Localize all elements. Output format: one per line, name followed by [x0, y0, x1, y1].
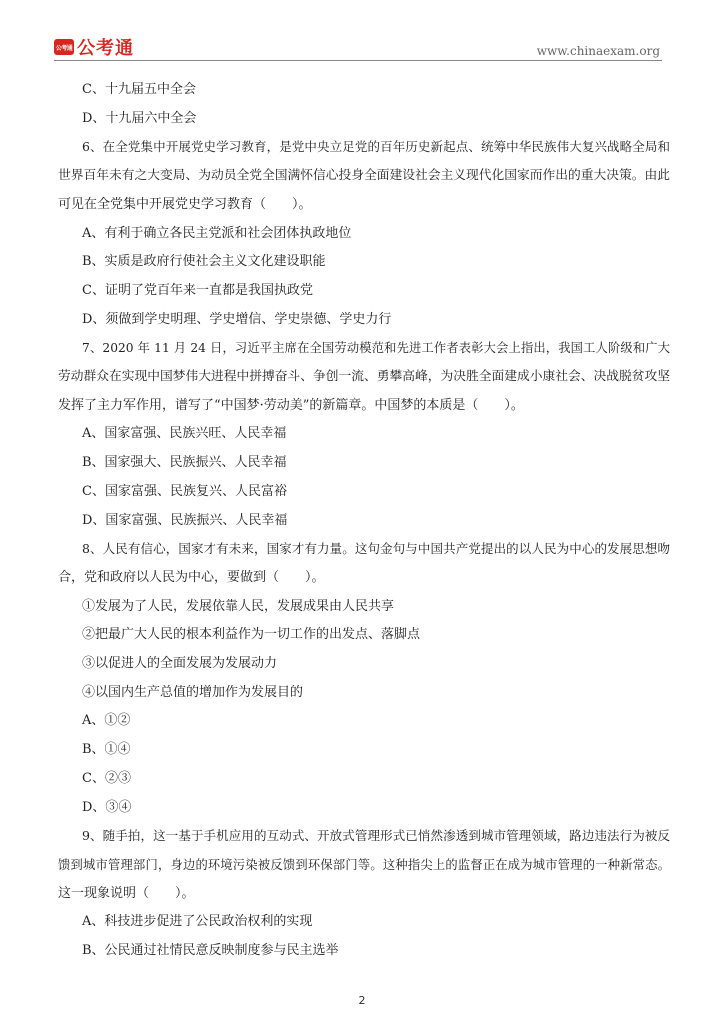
text-line: A、国家富强、民族兴旺、人民幸福	[82, 426, 287, 442]
text-line: C、证明了党百年来一直都是我国执政党	[82, 282, 313, 298]
text-line: B、公民通过社情民意反映制度参与民主选举	[82, 943, 339, 959]
text-line: C、②③	[82, 770, 131, 786]
page-number: 2	[358, 994, 366, 1007]
header-divider	[54, 60, 662, 61]
site-url: www.chinaexam.org	[536, 44, 660, 58]
text-line: D、十九届六中全会	[82, 110, 197, 126]
text-line: 发挥了主力军作用，谱写了“中国梦·劳动美”的新篇章。中国梦的本质是（ ）。	[58, 397, 524, 413]
text-line: ①发展为了人民，发展依靠人民，发展成果由人民共享	[82, 598, 395, 614]
text-line: 合，党和政府以人民为中心，要做到（ ）。	[58, 569, 325, 585]
text-line: 劳动群众在实现中国梦伟大进程中拼搏奋斗、争创一流、勇攀高峰，为决胜全面建成小康社会、决战脱贫攻坚	[58, 369, 670, 385]
text-line: D、③④	[82, 799, 132, 815]
text-line: ③以促进人的全面发展为发展动力	[82, 656, 278, 672]
logo-badge-icon: 公考通	[54, 39, 74, 55]
text-line: 这一现象说明（ ）。	[58, 885, 195, 901]
text-line: A、①②	[82, 713, 131, 729]
question-content	[58, 76, 670, 966]
text-line: ②把最广大人民的根本利益作为一切工作的出发点、落脚点	[82, 627, 421, 643]
text-line: 世界百年未有之大变局、为动员全党全国满怀信心投身全面建设社会主义现代化国家而作出的重大决策。由此	[58, 168, 670, 184]
text-line: 6、在全党集中开展党史学习教育，是党中央立足党的百年历史新起点、统筹中华民族伟大复兴战略全局和	[82, 139, 670, 155]
text-line: 9、随手拍，这一基于手机应用的互动式、开放式管理形式已悄然渗透到城市管理领域，路边违法行为被反	[82, 828, 670, 844]
text-line: A、有利于确立各民主党派和社会团体执政地位	[82, 225, 352, 241]
text-line: 馈到城市管理部门，身边的环境污染被反馈到环保部门等。这种指尖上的监督正在成为城市管理的一种新常态。	[58, 857, 670, 872]
text-line: C、十九届五中全会	[82, 82, 196, 97]
text-line: B、国家强大、民族振兴、人民幸福	[82, 455, 287, 471]
text-line: B、实质是政府行使社会主义文化建设职能	[82, 254, 326, 270]
text-line: 8、人民有信心，国家才有未来，国家才有力量。这句金句与中国共产党提出的以人民为中心的发展思想吻	[82, 541, 670, 557]
text-line: D、国家富强、民族振兴、人民幸福	[82, 512, 288, 528]
text-line: ④以国内生产总值的增加作为发展目的	[82, 684, 304, 700]
logo-text: 公考通	[77, 38, 134, 59]
logo	[54, 34, 134, 60]
text-line: 可见在全党集中开展党史学习教育（ ）。	[58, 196, 312, 212]
text-line: B、①④	[82, 742, 131, 758]
text-line: C、国家富强、民族复兴、人民富裕	[82, 483, 287, 499]
page-header	[0, 0, 724, 62]
text-line: 7、2020 年 11 月 24 日，习近平主席在全国劳动模范和先进工作者表彰大会上指出，我国工人阶级和广大	[82, 341, 670, 356]
text-line: D、须做到学史明理、学史增信、学史崇德、学史力行	[82, 311, 392, 327]
text-line: A、科技进步促进了公民政治权利的实现	[82, 914, 313, 930]
